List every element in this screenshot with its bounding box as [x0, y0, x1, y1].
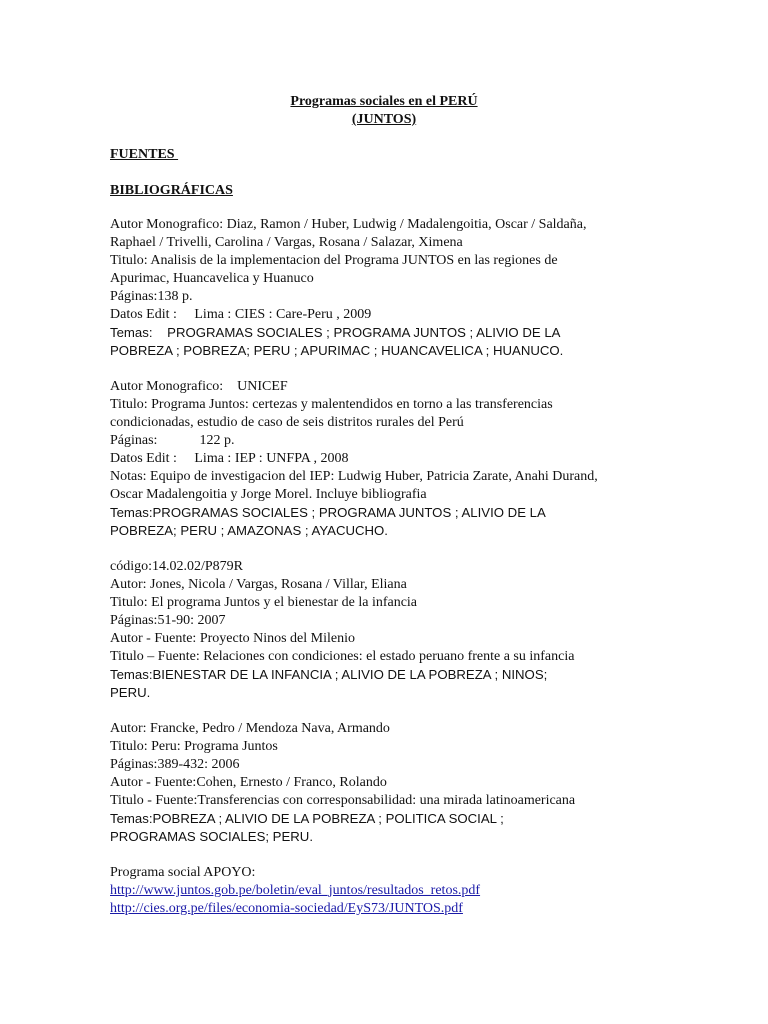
document-title-block — [0, 93, 768, 129]
entry-line: Raphael / Trivelli, Carolina / Vargas, Rosana / Salazar, Ximena — [110, 235, 463, 250]
heading-bibliograficas: BIBLIOGRÁFICAS — [110, 183, 233, 198]
bibliography-entry — [110, 558, 670, 702]
entry-temas-line: PERU. — [110, 685, 151, 700]
entry-line: Datos Edit : Lima : IEP : UNFPA , 2008 — [110, 451, 349, 466]
entry-temas-line: Temas:BIENESTAR DE LA INFANCIA ; ALIVIO DE LA POBREZA ; NINOS; — [110, 667, 548, 682]
entry-line: código:14.02.02/P879R — [110, 559, 244, 574]
entry-line: Páginas:389-432: 2006 — [110, 757, 240, 772]
page-title: Programas sociales en el PERÚ — [290, 94, 478, 109]
entry-line: Titulo: Analisis de la implementacion del Programa JUNTOS en las regiones de — [110, 253, 558, 268]
bibliography-entry — [110, 378, 670, 540]
heading-fuentes: FUENTES — [110, 147, 179, 162]
entry-line: Autor Monografico: UNICEF — [110, 379, 288, 394]
entry-line: Datos Edit : Lima : CIES : Care-Peru , 2009 — [110, 307, 372, 322]
entry-line: Autor: Francke, Pedro / Mendoza Nava, Armando — [110, 721, 390, 736]
entry-line: Páginas:51-90: 2007 — [110, 613, 226, 628]
bibliography-entry — [110, 216, 670, 360]
bibliography-entry — [110, 720, 670, 846]
entry-line: Apurimac, Huancavelica y Huanuco — [110, 271, 314, 286]
entry-line: Titulo: El programa Juntos y el bienestar de la infancia — [110, 595, 418, 610]
entry-temas-line: Temas: PROGRAMAS SOCIALES ; PROGRAMA JUNTOS ; ALIVIO DE LA — [110, 325, 561, 340]
entry-line: Notas: Equipo de investigacion del IEP: Ludwig Huber, Patricia Zarate, Anahi Durand, — [110, 469, 598, 484]
entry-line: Autor - Fuente: Proyecto Ninos del Milenio — [110, 631, 355, 646]
entry-temas-line: POBREZA; PERU ; AMAZONAS ; AYACUCHO. — [110, 523, 388, 538]
apoyo-label: Programa social APOYO: — [110, 865, 256, 880]
entry-temas-line: Temas:POBREZA ; ALIVIO DE LA POBREZA ; POLITICA SOCIAL ; — [110, 811, 504, 826]
entry-line: Oscar Madalengoitia y Jorge Morel. Incluye bibliografia — [110, 487, 427, 502]
entry-line: condicionadas, estudio de caso de seis distritos rurales del Perú — [110, 415, 464, 430]
entry-line: Titulo – Fuente: Relaciones con condiciones: el estado peruano frente a su infancia — [110, 649, 575, 664]
entry-line: Titulo - Fuente:Transferencias con corresponsabilidad: una mirada latinoamericana — [110, 793, 576, 808]
apoyo-section — [110, 864, 670, 918]
entry-line: Titulo: Peru: Programa Juntos — [110, 739, 278, 754]
bibliography-list — [110, 216, 670, 936]
entry-temas-line: PROGRAMAS SOCIALES; PERU. — [110, 829, 313, 844]
entry-line: Titulo: Programa Juntos: certezas y malentendidos en torno a las transferencias — [110, 397, 553, 412]
entry-line: Autor Monografico: Diaz, Ramon / Huber, Ludwig / Madalengoitia, Oscar / Saldaña, — [110, 217, 587, 232]
link-cies-juntos[interactable]: http://cies.org.pe/files/economia-sociedad/EyS73/JUNTOS.pdf — [110, 901, 463, 916]
entry-line: Autor: Jones, Nicola / Vargas, Rosana / Villar, Eliana — [110, 577, 407, 592]
entry-temas-line: Temas:PROGRAMAS SOCIALES ; PROGRAMA JUNTOS ; ALIVIO DE LA — [110, 505, 546, 520]
entry-temas-line: POBREZA ; POBREZA; PERU ; APURIMAC ; HUANCAVELICA ; HUANUCO. — [110, 343, 564, 358]
entry-line: Páginas:138 p. — [110, 289, 193, 304]
link-juntos-resultados[interactable]: http://www.juntos.gob.pe/boletin/eval_juntos/resultados_retos.pdf — [110, 883, 481, 898]
entry-line: Autor - Fuente:Cohen, Ernesto / Franco, Rolando — [110, 775, 387, 790]
entry-line: Páginas: 122 p. — [110, 433, 235, 448]
page-subtitle: (JUNTOS) — [351, 112, 417, 127]
